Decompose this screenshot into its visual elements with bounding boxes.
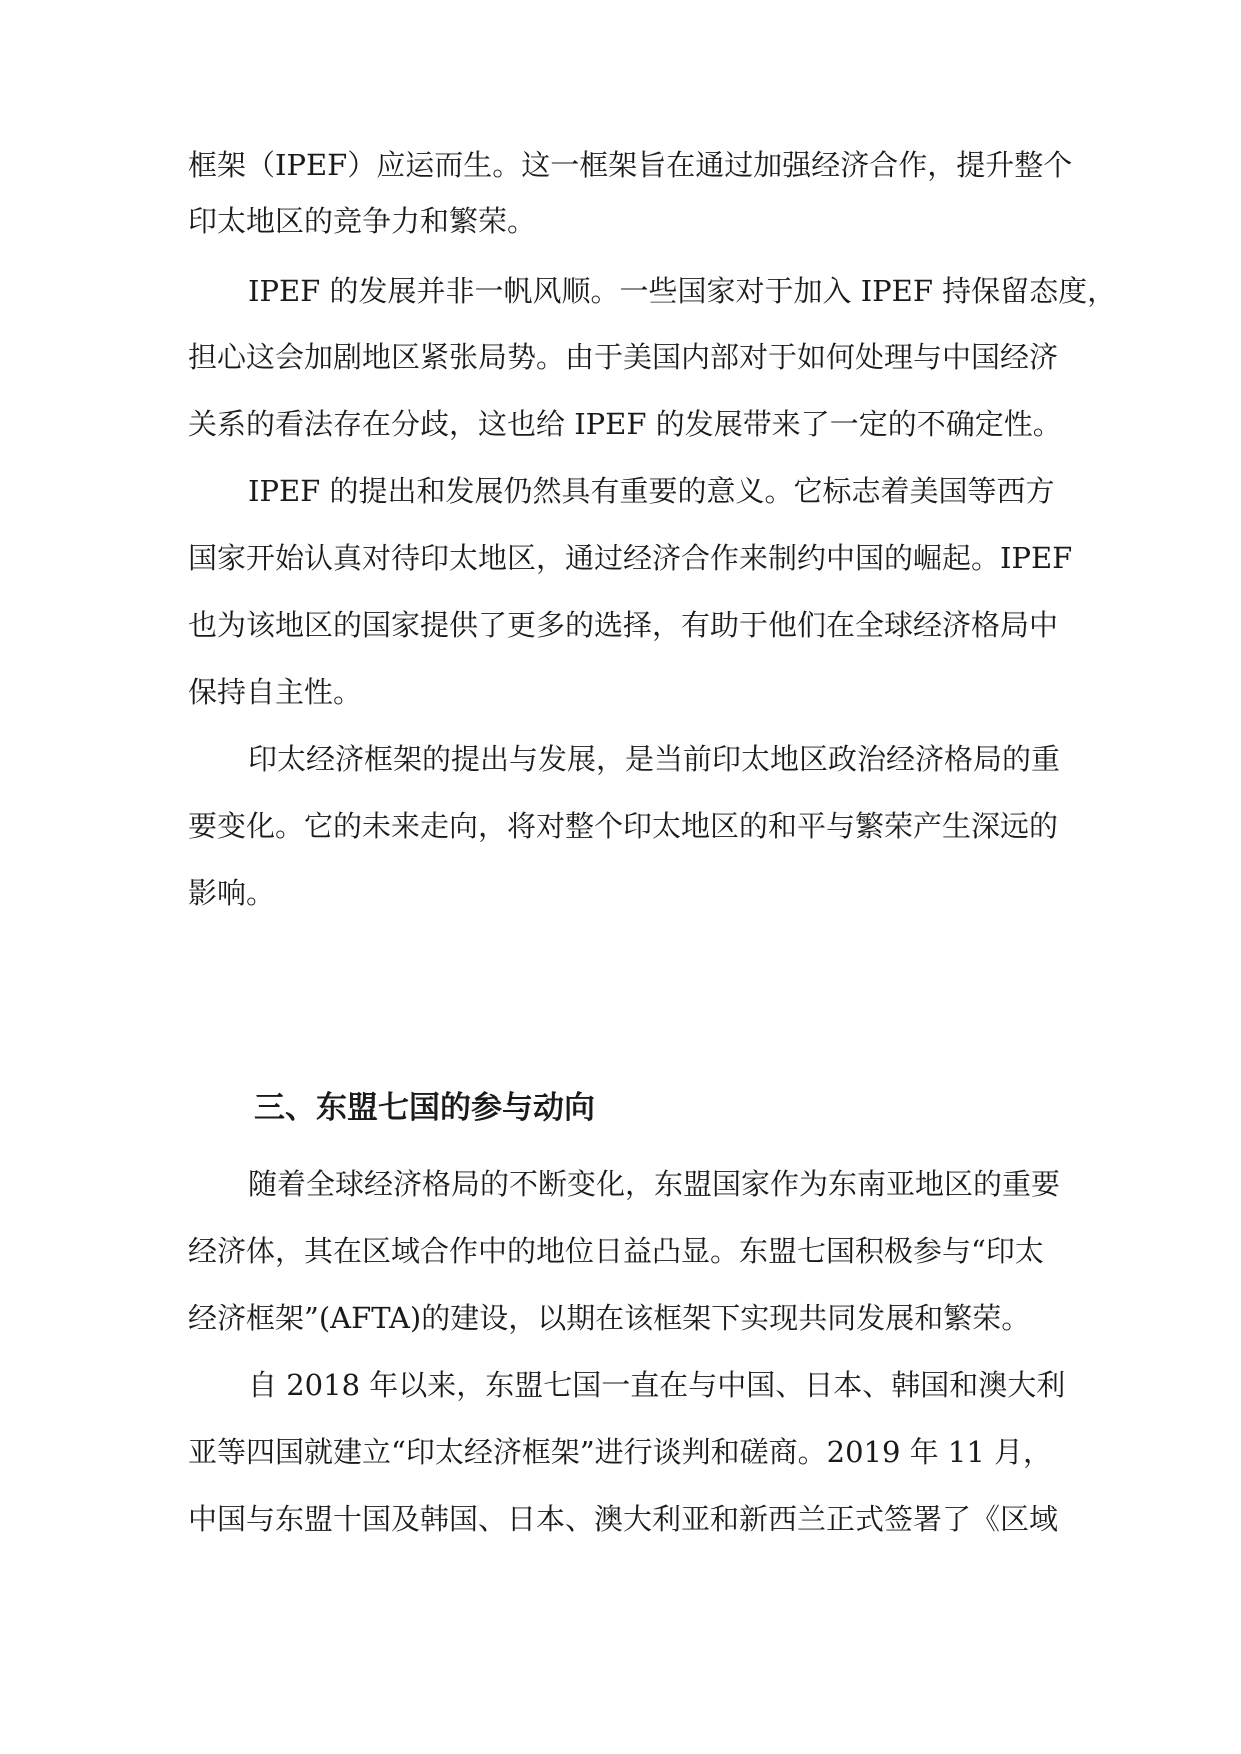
text-line: 亚等四国就建立“印太经济框架”进行谈判和磋商。2019 年 11 月， [188, 1435, 1053, 1469]
text-line: 印太地区的竞争力和繁荣。 [188, 204, 537, 238]
text-line: 印太经济框架的提出与发展，是当前印太地区政治经济格局的重 [248, 742, 1061, 776]
text-line: 随着全球经济格局的不断变化，东盟国家作为东南亚地区的重要 [248, 1167, 1061, 1201]
section-heading: 三、东盟七国的参与动向 [254, 1090, 595, 1126]
text-line: 经济体，其在区域合作中的地位日益凸显。东盟七国积极参与“印太 [188, 1234, 1044, 1268]
text-line: 框架（IPEF）应运而生。这一框架旨在通过加强经济合作，提升整个 [188, 148, 1073, 182]
text-line: 关系的看法存在分歧，这也给 IPEF 的发展带来了一定的不确定性。 [188, 407, 1062, 441]
text-line: 经济框架”(AFTA)的建设，以期在该框架下实现共同发展和繁荣。 [188, 1301, 1031, 1335]
text-line: 保持自主性。 [188, 675, 363, 709]
text-line: 担心这会加剧地区紧张局势。由于美国内部对于如何处理与中国经济 [188, 340, 1059, 374]
text-line: IPEF 的发展并非一帆风顺。一些国家对于加入 IPEF 持保留态度， [248, 274, 1117, 308]
text-line: 要变化。它的未来走向，将对整个印太地区的和平与繁荣产生深远的 [188, 809, 1059, 843]
text-line: 也为该地区的国家提供了更多的选择，有助于他们在全球经济格局中 [188, 608, 1059, 642]
text-line: IPEF 的提出和发展仍然具有重要的意义。它标志着美国等西方 [248, 474, 1055, 508]
text-line: 中国与东盟十国及韩国、日本、澳大利亚和新西兰正式签署了《区域 [188, 1502, 1059, 1536]
text-line: 国家开始认真对待印太地区，通过经济合作来制约中国的崛起。IPEF [188, 541, 1073, 575]
text-line: 自 2018 年以来，东盟七国一直在与中国、日本、韩国和澳大利 [248, 1368, 1066, 1402]
text-line: 影响。 [188, 876, 276, 910]
